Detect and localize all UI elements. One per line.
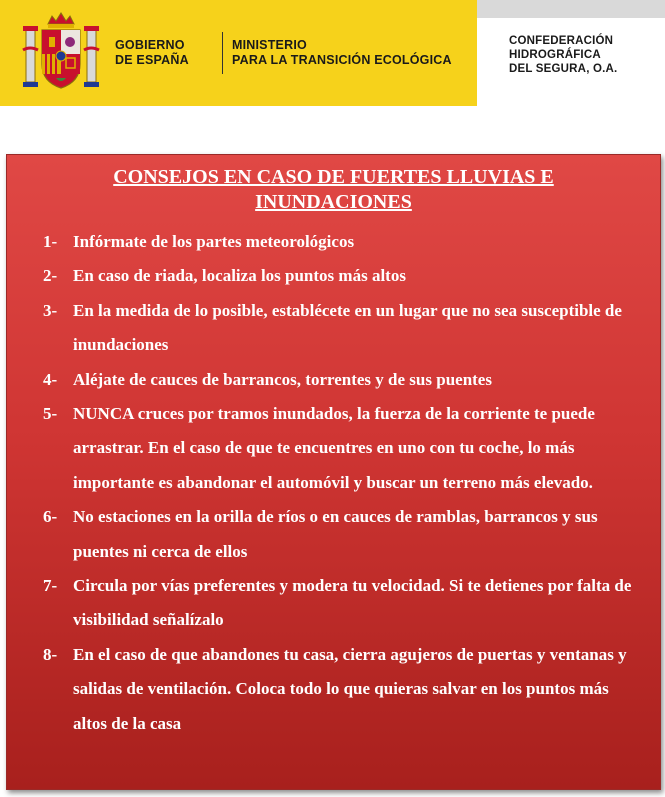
item-text: Aléjate de cauces de barrancos, torrentes y de sus puentes — [73, 369, 492, 389]
header-divider — [222, 32, 223, 74]
item-text: En caso de riada, localiza los puntos más altos — [73, 266, 406, 286]
government-name — [115, 38, 189, 68]
item-number: 4- — [43, 369, 58, 389]
gov-line-2: DE ESPAÑA — [115, 53, 189, 67]
agency-name — [509, 34, 617, 76]
item-text: Infórmate de los partes meteorológicos — [73, 232, 355, 251]
item-number: 2- — [43, 266, 58, 286]
list-item — [7, 363, 660, 397]
item-text: Circula por vías preferentes y modera tu velocidad. Si te detienes por falta de visibilidad señalízalo — [73, 576, 632, 630]
item-number: 8- — [43, 644, 58, 664]
agency-line-3: DEL SEGURA, O.A. — [509, 63, 618, 75]
advice-title: CONSEJOS EN CASO DE FUERTES LLUVIAS E INUNDACIONES — [113, 166, 554, 213]
list-item — [7, 638, 660, 741]
item-number: 5- — [43, 404, 58, 424]
list-item — [7, 294, 660, 363]
agency-line-1: CONFEDERACIÓN — [509, 35, 614, 47]
item-text: En la medida de lo posible, establécete en un lugar que no sea susceptible de inundaciones — [73, 300, 622, 355]
item-number: 6- — [43, 507, 58, 527]
government-banner — [0, 0, 477, 106]
item-number: 3- — [43, 300, 58, 320]
item-text: En el caso de que abandones tu casa, cierra agujeros de puertas y ventanas y salidas de ventilación. Coloca todo lo que quieras salvar en los puntos más altos de la casa — [73, 644, 627, 733]
list-item — [7, 259, 660, 293]
item-text: No estaciones en la orilla de ríos o en cauces de ramblas, barrancos y sus puentes ni cerca de ellos — [73, 507, 598, 561]
item-number: 1- — [43, 232, 58, 251]
advice-list — [7, 225, 660, 741]
header-gray-bar — [477, 0, 665, 18]
ministry-line-2: PARA LA TRANSICIÓN ECOLÓGICA — [232, 53, 452, 67]
advice-panel — [6, 154, 661, 790]
ministry-name — [232, 38, 452, 68]
agency-line-2: HIDROGRÁFICA — [509, 49, 601, 61]
list-item — [7, 500, 660, 569]
list-item — [7, 569, 660, 638]
list-item — [7, 397, 660, 500]
item-text: NUNCA cruces por tramos inundados, la fuerza de la corriente te puede arrastrar. En el caso de que te encuentres en uno con tu coche, lo más importante es abandonar el automóvil y buscar un terreno más elevado. — [73, 404, 595, 492]
gov-line-1: GOBIERNO — [115, 38, 185, 52]
header — [0, 0, 665, 106]
spain-coat-of-arms-icon — [18, 10, 104, 96]
list-item — [7, 225, 660, 259]
ministry-line-1: MINISTERIO — [232, 38, 307, 52]
item-number: 7- — [43, 576, 58, 596]
